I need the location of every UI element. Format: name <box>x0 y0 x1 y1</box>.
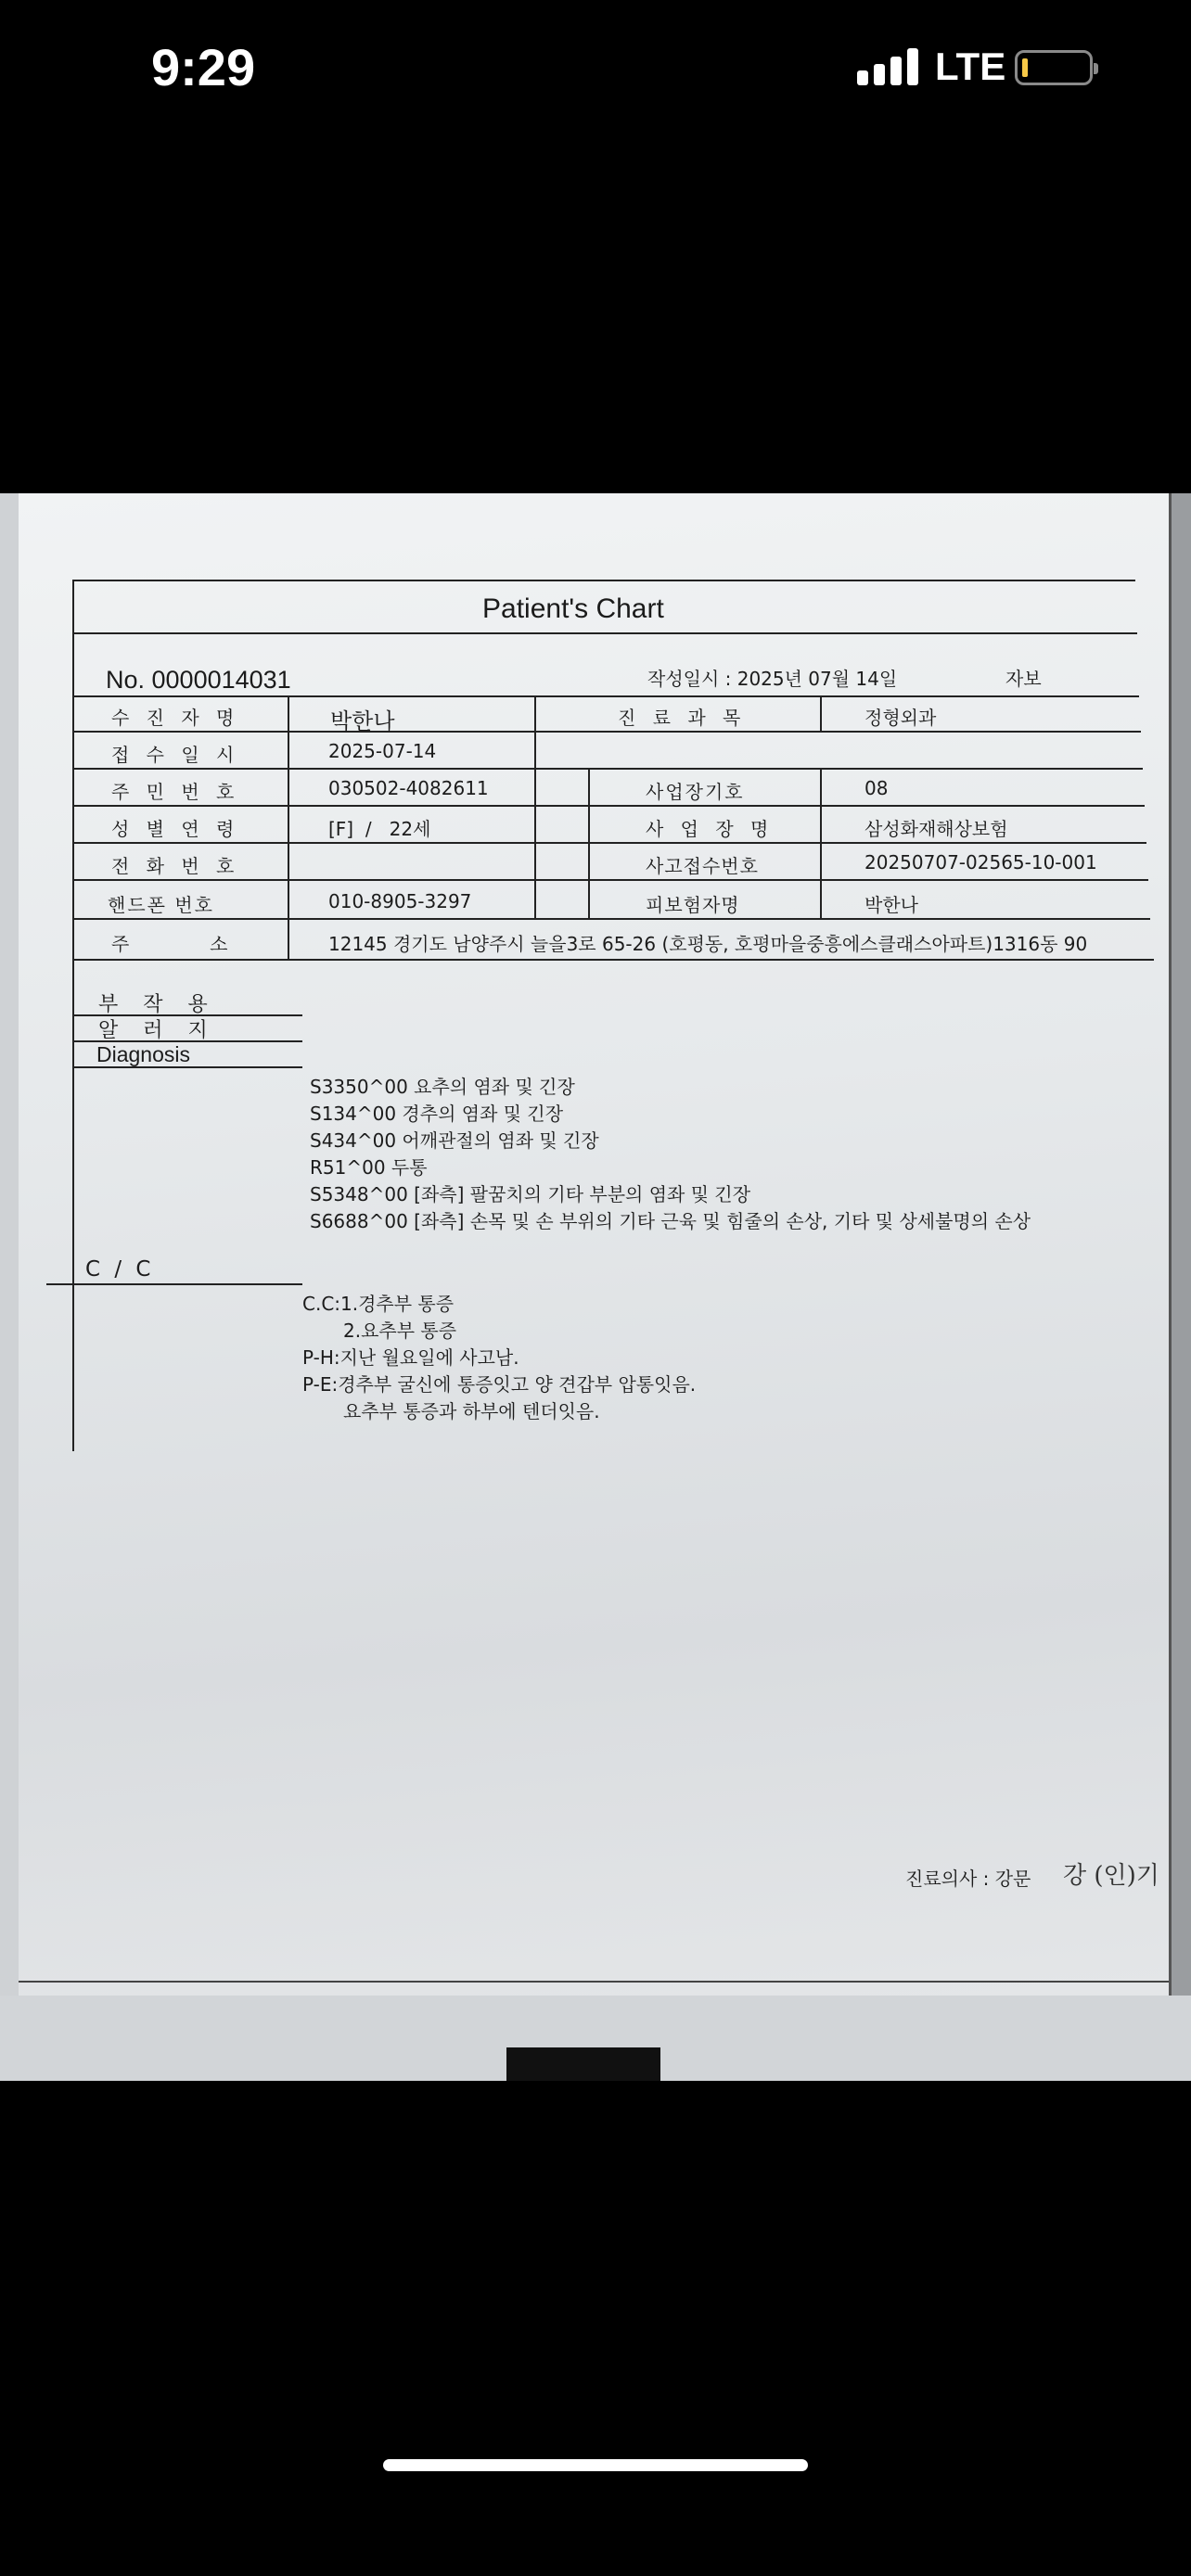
home-indicator[interactable] <box>383 2459 808 2471</box>
note-line: 요추부 통증과 하부에 텐더잇음. <box>343 1400 600 1422</box>
allergy-label: 알 러 지 <box>98 1019 217 1042</box>
note-line: P-E:경추부 굴신에 통증잇고 양 견갑부 압통잇음. <box>302 1373 697 1396</box>
document-photo <box>0 493 1191 2081</box>
stamp-fragment <box>506 2047 660 2081</box>
clock: 9:29 <box>151 38 256 96</box>
note-line: P-H:지난 월요일에 사고남. <box>302 1346 519 1369</box>
accident-no: 20250707-02565-10-001 <box>864 851 1097 874</box>
signal-icon <box>857 48 920 85</box>
paper-right-edge <box>1169 493 1191 2081</box>
accident-no-label: 사고접수번호 <box>646 855 759 877</box>
insured-label: 피보험자명 <box>646 894 740 916</box>
resident-no-label: 주 민 번 호 <box>111 781 240 803</box>
business-code-label: 사업장기호 <box>646 781 745 803</box>
network-type: LTE <box>935 45 1006 88</box>
status-bar <box>0 0 1191 148</box>
patient-chart-paper <box>19 493 1172 1996</box>
paper-left-edge <box>0 493 20 2081</box>
sex-age: [F] / 22세 <box>328 818 431 840</box>
mobile: 010-8905-3297 <box>328 890 472 912</box>
written-date: 작성일시 : 2025년 07월 14일 <box>647 668 898 690</box>
battery-nub <box>1094 63 1098 74</box>
reception-date: 2025-07-14 <box>328 740 437 762</box>
payment-type: 자보 <box>1005 668 1042 690</box>
diagnosis-item: S6688^00 [좌측] 손목 및 손 부위의 기타 근육 및 힘줄의 손상, 기타 및 상세불명의 손상 <box>310 1210 1031 1232</box>
chart-title: Patient's Chart <box>482 593 664 624</box>
diagnosis-item: S3350^00 요추의 염좌 및 긴장 <box>310 1076 575 1098</box>
reception-date-label: 접 수 일 시 <box>111 744 240 766</box>
side-effects-label: 부 작 용 <box>98 993 217 1016</box>
cc-label: C / C <box>85 1257 155 1282</box>
workplace: 삼성화재해상보험 <box>864 818 1008 840</box>
address: 12145 경기도 남양주시 늘을3로 65-26 (호평동, 호평마을중흥에스클래스아파트)1316동 90 <box>328 933 1088 955</box>
chart-number: No. 0000014031 <box>106 666 291 694</box>
diagnosis-item: R51^00 두통 <box>310 1156 428 1179</box>
battery-icon <box>1015 50 1093 85</box>
diagnosis-item: S5348^00 [좌측] 팔꿈치의 기타 부분의 염좌 및 긴장 <box>310 1183 751 1205</box>
patient-name: 박한나 <box>330 708 395 734</box>
business-code: 08 <box>864 777 889 799</box>
phone-label: 전 화 번 호 <box>111 855 240 877</box>
note-line: 2.요추부 통증 <box>343 1320 457 1342</box>
diagnosis-item: S434^00 어깨관절의 염좌 및 긴장 <box>310 1129 599 1152</box>
diagnosis-item: S134^00 경추의 염좌 및 긴장 <box>310 1103 564 1125</box>
insured-name: 박한나 <box>864 894 918 916</box>
department: 정형외과 <box>864 707 937 729</box>
doctor-label: 진료의사 : 강문 <box>905 1868 1031 1890</box>
sex-age-label: 성 별 연 령 <box>111 818 240 840</box>
department-label: 진 료 과 목 <box>618 707 747 729</box>
diagnosis-label: Diagnosis <box>96 1042 190 1066</box>
battery-fill <box>1022 58 1028 77</box>
doctor-signature: 강 (인)기 <box>1063 1862 1159 1890</box>
resident-no: 030502-4082611 <box>328 777 489 799</box>
patient-name-label: 수 진 자 명 <box>111 707 240 729</box>
note-line: C.C:1.경추부 통증 <box>302 1293 455 1315</box>
workplace-label: 사 업 장 명 <box>646 818 775 840</box>
address-label: 주 소 <box>111 933 232 955</box>
mobile-label: 핸드폰 번호 <box>108 894 214 916</box>
